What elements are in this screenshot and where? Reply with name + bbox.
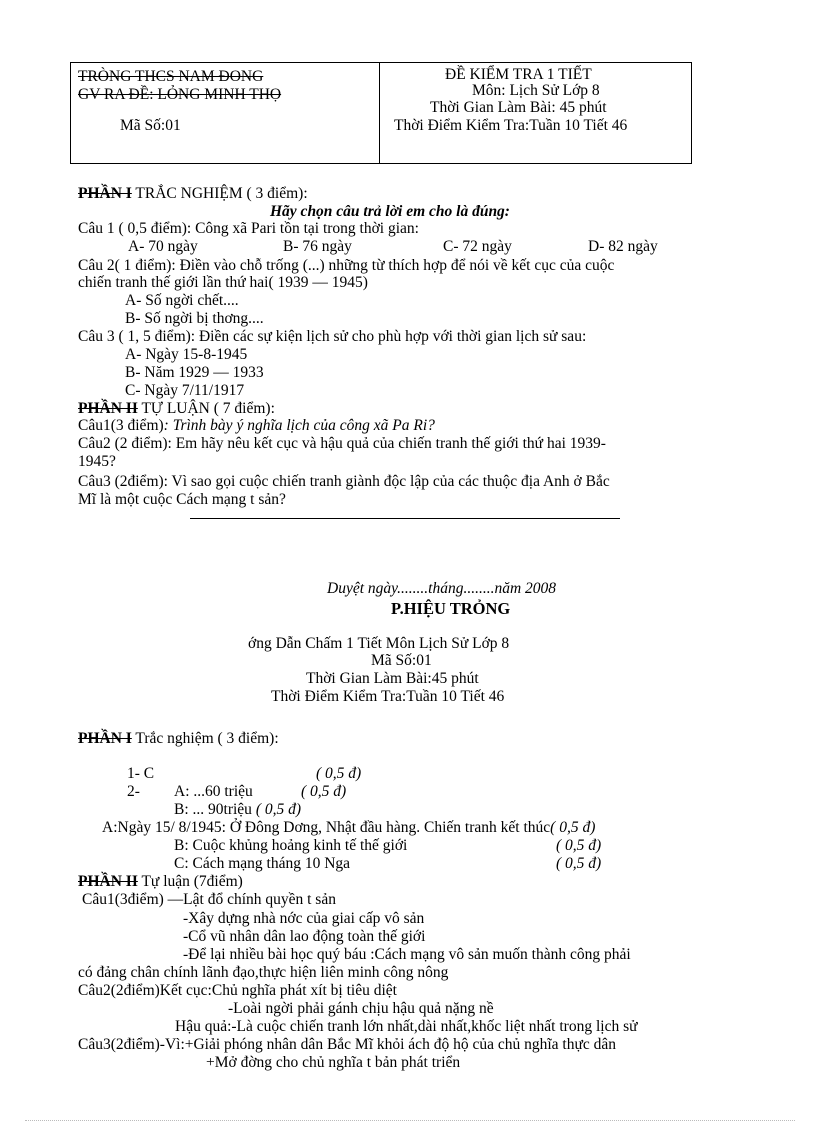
question-2-line-1: Câu 2( 1 điểm): Điền vào chỗ trống (...) những từ thích hợp để nói về kết cục của cuộc	[78, 257, 615, 274]
answer-2a-score: ( 0,5 đ)	[301, 783, 347, 800]
answer-1: 1- C	[127, 765, 155, 782]
q3-item-c: C- Ngày 7/11/1917	[125, 382, 245, 399]
answer-c1-line-3: -Cổ vũ nhân dân lao động toàn thế giới	[183, 928, 426, 945]
part1-label: PHẦN I	[78, 185, 132, 202]
answer-2a: A: ...60 triệu	[174, 783, 253, 800]
section-divider	[190, 518, 620, 519]
answer-3c: C: Cách mạng tháng 10 Nga	[174, 855, 351, 872]
q2-blank-b: B- Số ngời bị thơng....	[125, 310, 264, 327]
exam-duration: Thời Gian Làm Bài: 45 phút	[430, 99, 607, 116]
exam-subject: Môn: Lịch Sử Lớp 8	[472, 82, 600, 99]
answer-c3-line-2: +Mở đờng cho chủ nghĩa t bản phát triển	[206, 1054, 461, 1071]
answer-part1-label: PHẦN I	[78, 730, 132, 747]
answer-3a	[102, 819, 595, 837]
question-2-line-2: chiến tranh thế giới lần thứ hai( 1939 — 1945)	[78, 274, 368, 291]
answer-3a-score: ( 0,5 đ)	[550, 819, 596, 836]
question-3: Câu 3 ( 1, 5 điểm): Điền các sự kiện lịch sử cho phù hợp với thời gian lịch sử sau:	[78, 328, 587, 345]
answer-2b-text: B: ... 90triệu	[174, 801, 252, 818]
part2-heading	[78, 400, 275, 418]
q1-option-c: C- 72 ngày	[443, 238, 512, 255]
answer-3c-score: ( 0,5 đ)	[556, 855, 602, 872]
answer-key-title: ớng Dẫn Chấm 1 Tiết Môn Lịch Sử Lớp 8	[248, 635, 510, 652]
answer-c1-line-1: Câu1(3điểm) —Lật đổ chính quyền t sản	[82, 891, 336, 908]
answer-part1-title: Trắc nghiệm ( 3 điểm):	[131, 730, 279, 747]
essay-q1-label: Câu1(3 điểm)	[78, 417, 164, 434]
essay-question-3-line-2: Mĩ là một cuộc Cách mạng t sản?	[78, 491, 286, 508]
answer-c1-line-5: có đảng chân chính lãnh đạo,thực hiện liên minh công nông	[78, 964, 449, 981]
answer-c2-line-1: Câu2(2điểm)Kết cục:Chủ nghĩa phát xít bị tiêu diệt	[78, 982, 397, 999]
q1-option-d: D- 82 ngày	[588, 238, 658, 255]
q1-option-b: B- 76 ngày	[283, 238, 352, 255]
answer-part2-heading	[78, 873, 243, 891]
answer-2-number: 2-	[127, 783, 140, 800]
essay-question-2-line-1: Câu2 (2 điểm): Em hãy nêu kết cục và hậu quả của chiến tranh thế giới thứ hai 1939-	[78, 435, 606, 452]
answer-3b-score: ( 0,5 đ)	[556, 837, 602, 854]
answer-c3-line-1: Câu3(2điểm)-Vì:+Giải phóng nhân dân Bắc Mĩ khỏi ách độ hộ của chủ nghĩa thực dân	[78, 1036, 616, 1053]
essay-question-3-line-1: Câu3 (2điểm): Vì sao gọi cuộc chiến tranh giành độc lập của các thuộc địa Anh ở Bắc	[78, 473, 610, 490]
approval-date: Duyệt ngày........tháng........năm 2008	[327, 580, 557, 597]
q3-item-a: A- Ngày 15-8-1945	[125, 346, 248, 363]
answer-c2-line-2: -Loài ngời phải gánh chịu hậu quả nặng nề	[228, 1000, 494, 1017]
q2-blank-a: A- Số ngời chết....	[125, 292, 239, 309]
answer-1-score: ( 0,5 đ)	[316, 765, 362, 782]
essay-q1-text: : Trình bày ý nghĩa lịch của công xã Pa Ri?	[163, 417, 435, 434]
answer-3a-text: A:Ngày 15/ 8/1945: Ở Đông Dơng, Nhật đầu hàng. Chiến tranh kết thúc	[102, 819, 551, 836]
page-bottom-edge	[25, 1120, 795, 1121]
part2-title: TỰ LUẬN ( 7 điểm):	[137, 400, 275, 417]
answer-c2-line-3: Hậu quả:-Là cuộc chiến tranh lớn nhất,dài nhất,khốc liệt nhất trong lịch sử	[175, 1018, 638, 1035]
answer-key-timing: Thời Điểm Kiểm Tra:Tuần 10 Tiết 46	[271, 688, 505, 705]
answer-key-code: Mã Số:01	[371, 652, 432, 669]
question-1: Câu 1 ( 0,5 điểm): Công xã Pari tồn tại trong thời gian:	[78, 220, 419, 237]
exam-code: Mã Số:01	[120, 117, 181, 134]
answer-part2-title: Tự luận (7điểm)	[137, 873, 243, 890]
q3-item-b: B- Năm 1929 — 1933	[125, 364, 264, 381]
answer-3b: B: Cuộc khủng hoảng kinh tế thế giới	[174, 837, 408, 854]
exam-title: ĐỀ KIỂM TRA 1 TIẾT	[445, 66, 592, 83]
answer-c1-line-4: -Để lại nhiều bài học quý báu :Cách mạng vô sản muốn thành công phải	[183, 946, 631, 963]
part1-heading	[78, 185, 308, 203]
answer-key-duration: Thời Gian Làm Bài:45 phút	[306, 670, 479, 687]
answer-2b	[174, 801, 301, 819]
answer-2b-score: ( 0,5 đ)	[251, 801, 302, 818]
approval-signer: P.HIỆU TRỎNG	[391, 599, 511, 618]
part2-label: PHẦN II	[78, 400, 138, 417]
part1-instruction: Hãy chọn câu trả lời em cho là đúng:	[270, 203, 510, 220]
school-name: TRÒNG THCS NAM ĐONG	[78, 68, 264, 85]
essay-question-2-line-2: 1945?	[78, 453, 116, 470]
answer-c1-line-2: -Xây dựng nhà nớc của giai cấp vô sản	[183, 910, 425, 927]
part1-title: TRẮC NGHIỆM ( 3 điểm):	[131, 185, 308, 202]
answer-part1-heading	[78, 730, 279, 748]
exam-timing: Thời Điểm Kiểm Tra:Tuần 10 Tiết 46	[394, 117, 628, 134]
answer-part2-label: PHẦN II	[78, 873, 138, 890]
header-divider	[379, 62, 380, 163]
q1-option-a: A- 70 ngày	[128, 238, 198, 255]
exam-author: GV RA ĐỀ: LỎNG MINH THỌ	[78, 86, 282, 103]
essay-question-1	[78, 417, 435, 435]
